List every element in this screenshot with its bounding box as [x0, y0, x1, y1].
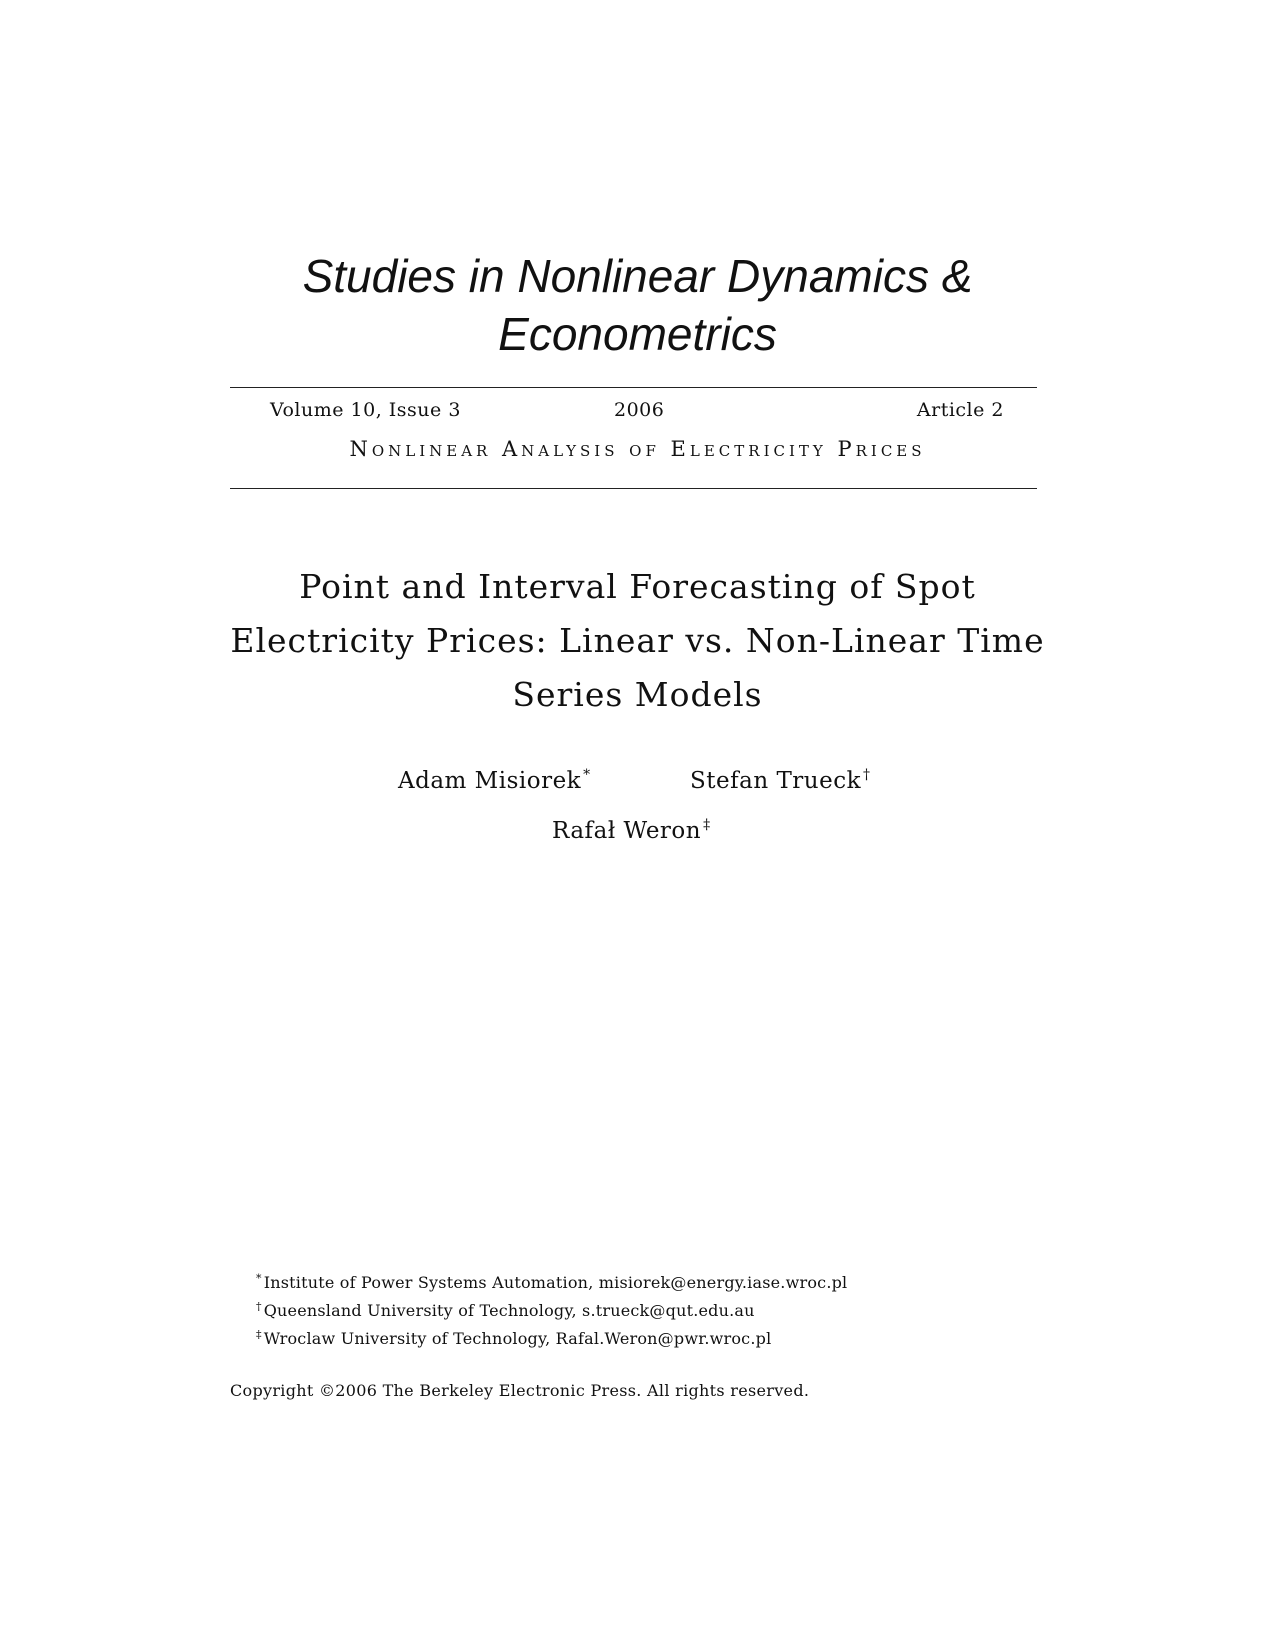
footnote-affiliation-3 — [256, 1324, 771, 1350]
author-footnote-mark: † — [863, 767, 871, 783]
footnote-mark: * — [256, 1272, 262, 1285]
paper-title-line3: Series Models — [512, 675, 763, 714]
paper-title-line2: Electricity Prices: Linear vs. Non-Linear Time — [230, 621, 1045, 660]
paper-title-line1: Point and Interval Forecasting of Spot — [299, 567, 976, 606]
special-issue-title: Nonlinear Analysis of Electricity Prices — [349, 437, 926, 461]
header-rule-top — [230, 387, 1037, 388]
author-misiorek — [398, 760, 591, 796]
footnote-mark: ‡ — [256, 1328, 262, 1341]
publication-year: 2006 — [614, 399, 665, 421]
author-trueck — [690, 760, 871, 796]
author-weron — [552, 810, 711, 846]
footnote-text: Wroclaw University of Technology, Rafal.Weron@pwr.wroc.pl — [263, 1329, 772, 1348]
footnote-text: Institute of Power Systems Automation, misiorek@energy.iase.wroc.pl — [263, 1273, 848, 1292]
article-number: Article 2 — [916, 399, 1004, 421]
footnote-affiliation-1 — [256, 1268, 847, 1294]
journal-title-line2: Econometrics — [498, 308, 777, 360]
header-rule-bottom — [230, 488, 1037, 489]
author-footnote-mark: * — [583, 767, 591, 783]
author-name: Adam Misiorek — [398, 768, 582, 794]
author-name: Stefan Trueck — [690, 768, 862, 794]
journal-title-line1: Studies in Nonlinear Dynamics & — [302, 250, 973, 302]
footnote-mark: † — [256, 1300, 262, 1313]
volume-issue: Volume 10, Issue 3 — [270, 399, 461, 421]
footnote-affiliation-2 — [256, 1296, 755, 1322]
author-name: Rafał Weron — [552, 818, 702, 844]
author-footnote-mark: ‡ — [703, 817, 711, 833]
copyright-notice: Copyright ©2006 The Berkeley Electronic Press. All rights reserved. — [230, 1381, 810, 1400]
footnote-text: Queensland University of Technology, s.trueck@qut.edu.au — [263, 1301, 755, 1320]
